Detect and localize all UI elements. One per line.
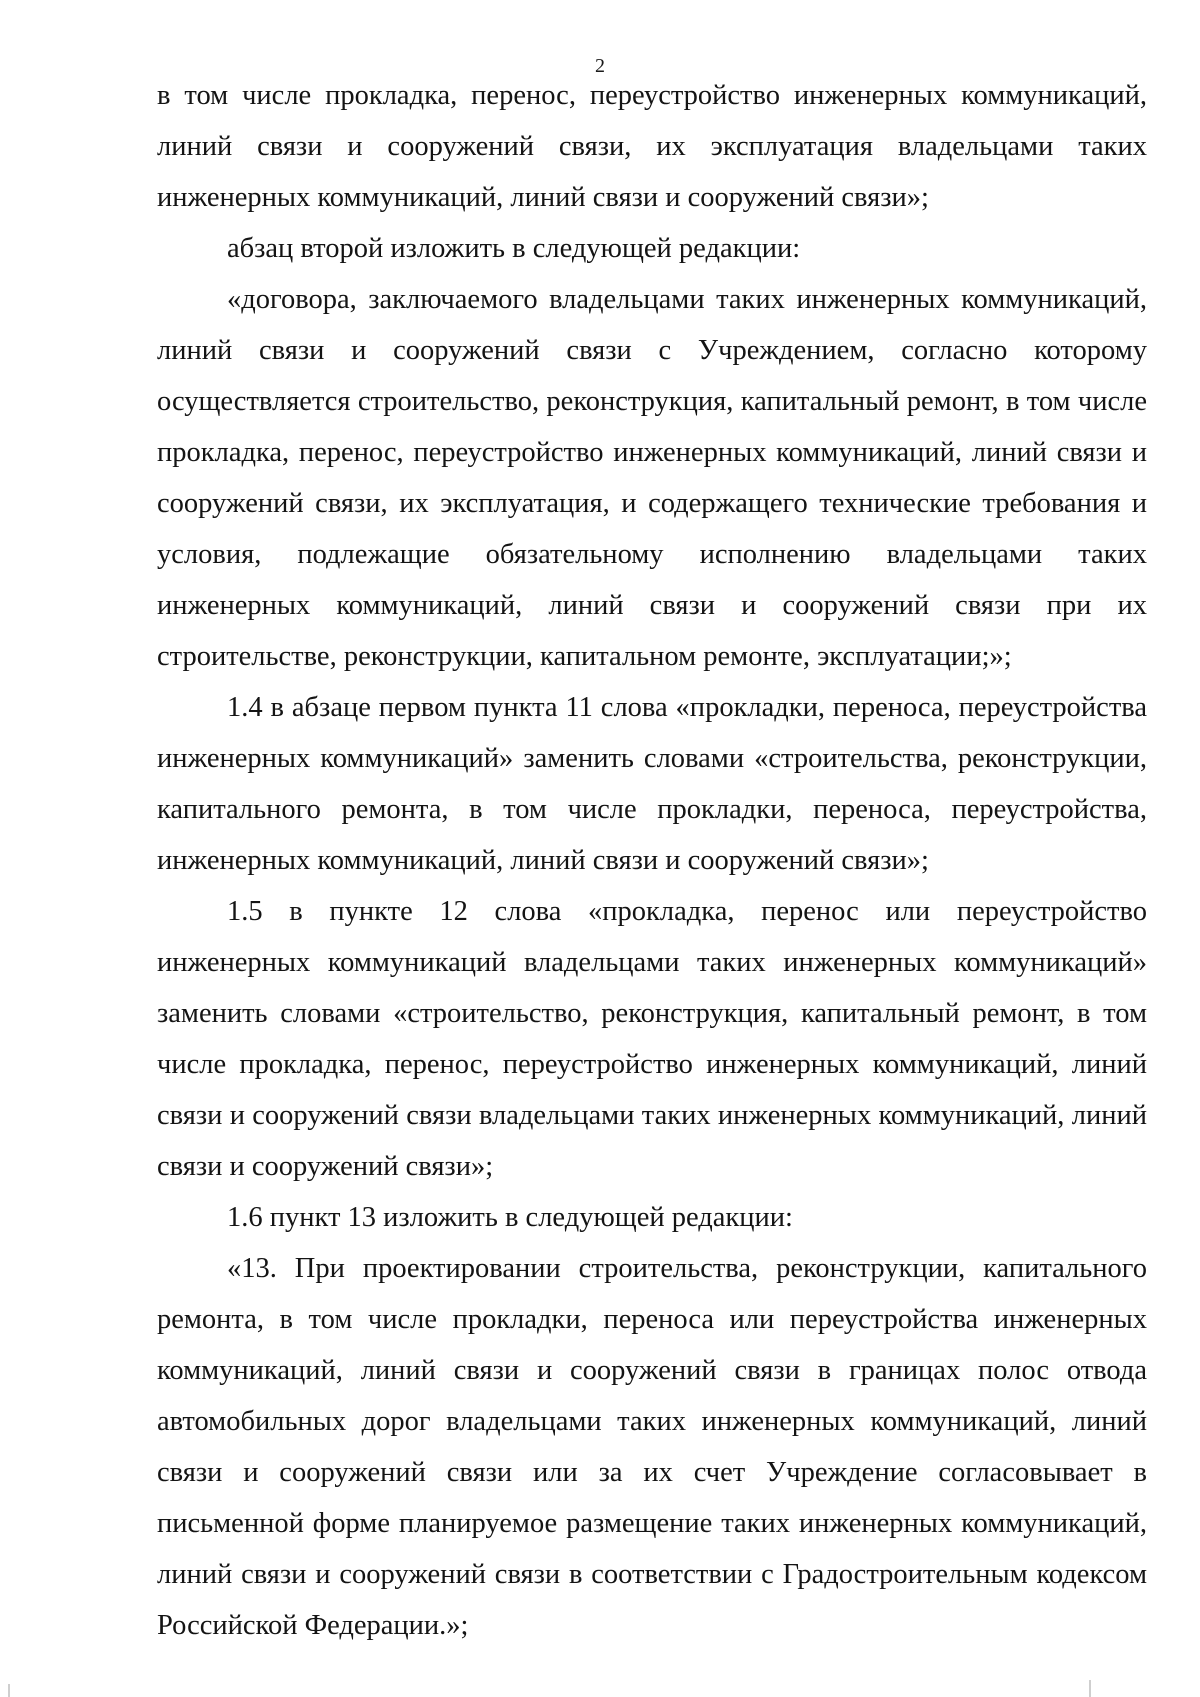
scan-edge-mark-right <box>1089 1680 1091 1697</box>
paragraph-item-1-4: 1.4 в абзаце первом пункта 11 слова «прокладки, переноса, переустройства инженерных коммуникаций» заменить словами «строительства, реконструкции, капитального ремонта, в том числе прокладки, переноса, переустройства, инженерных коммуникаций, линий связи и сооружений связи»; <box>157 692 1147 876</box>
scan-edge-mark-left <box>8 1684 10 1697</box>
page-number: 2 <box>595 55 605 77</box>
paragraph-dogovor: «договора, заключаемого владельцами таких инженерных коммуникаций, линий связи и сооружений связи с Учреждением, согласно которому осуществляется строительство, реконструкция, капитальный ремонт, в том числе прокладка, перенос, переустройство инженерных коммуникаций, линий связи и сооружений связи, их эксплуатация, и содержащего технические требования и условия, подлежащие обязательному исполнению владельцами таких инженерных коммуникаций, линий связи и сооружений связи при их строительстве, реконструкции, капитальном ремонте, эксплуатации;»; <box>157 284 1147 672</box>
paragraph-punkt-13: «13. При проектировании строительства, реконструкции, капитального ремонта, в том числе прокладки, переноса или переустройства инженерных коммуникаций, линий связи и сооружений связи в границах полос отвода автомобильных дорог владельцами таких инженерных коммуникаций, линий связи и сооружений связи или за их счет Учреждение согласовывает в письменной форме планируемое размещение таких инженерных коммуникаций, линий связи и сооружений связи в соответствии с Градостроительным кодексом Российской Федерации.»; <box>157 1253 1147 1641</box>
document-body <box>157 70 1147 1651</box>
paragraph-continuation: в том числе прокладка, перенос, переустройство инженерных коммуникаций, линий связи и сооружений связи, их эксплуатация владельцами таких инженерных коммуникаций, линий связи и сооружений связи»; <box>157 80 1147 213</box>
paragraph-abzac-vtoroy: абзац второй изложить в следующей редакции: <box>227 233 801 264</box>
paragraph-item-1-6: 1.6 пункт 13 изложить в следующей редакции: <box>227 1202 793 1233</box>
paragraph-item-1-5: 1.5 в пункте 12 слова «прокладка, перенос или переустройство инженерных коммуникаций владельцами таких инженерных коммуникаций» заменить словами «строительство, реконструкция, капитальный ремонт, в том числе прокладка, перенос, переустройство инженерных коммуникаций, линий связи и сооружений связи владельцами таких инженерных коммуникаций, линий связи и сооружений связи»; <box>157 896 1147 1182</box>
